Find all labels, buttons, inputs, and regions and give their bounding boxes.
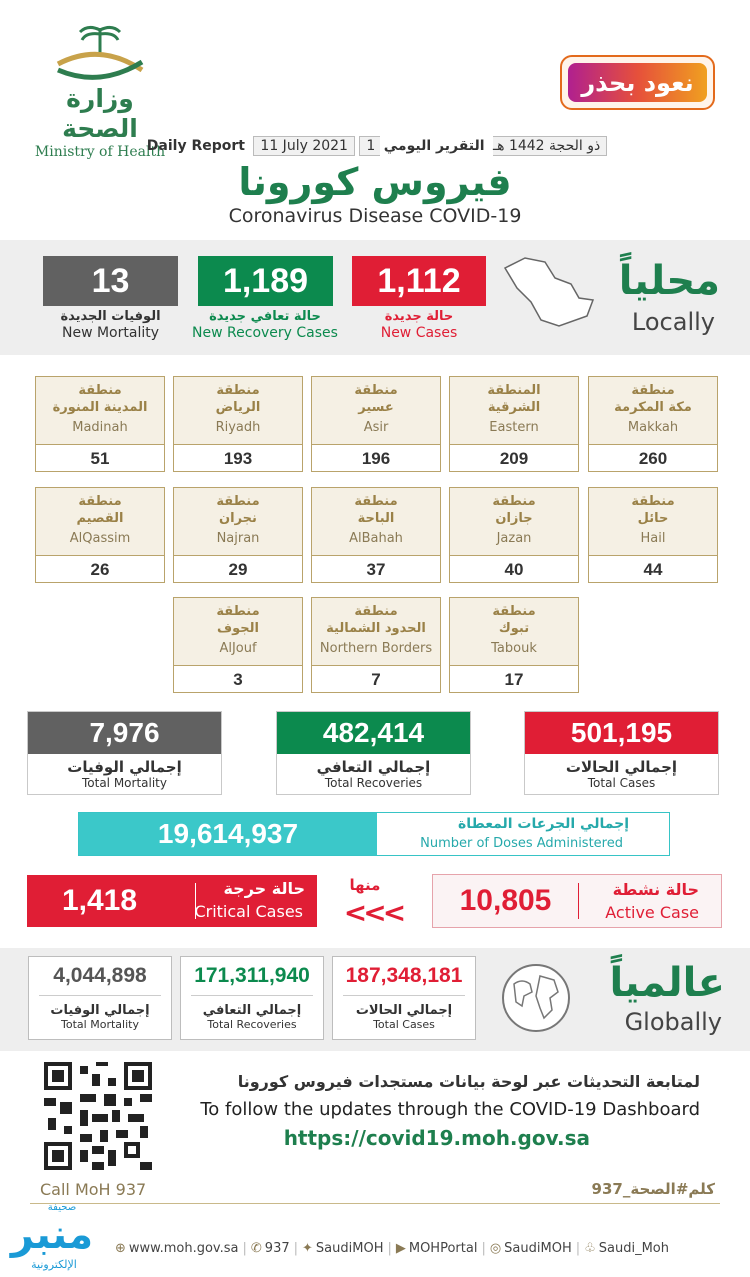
social-divider: | bbox=[575, 1241, 581, 1256]
region-card bbox=[449, 376, 579, 472]
campaign-badge bbox=[560, 55, 715, 110]
moh-logo bbox=[30, 22, 170, 160]
region-prefix-ar: المنطقة bbox=[487, 383, 541, 398]
region-prefix-ar: منطقة bbox=[631, 494, 675, 509]
social-link-text: MOHPortal bbox=[408, 1241, 478, 1256]
social-divider: | bbox=[242, 1241, 247, 1256]
global-recoveries-label-en: Total Recoveries bbox=[207, 1018, 297, 1031]
new-cases-label-ar: حالة جديدة bbox=[384, 309, 454, 324]
region-header bbox=[589, 377, 717, 445]
qr-code-icon[interactable] bbox=[44, 1062, 152, 1170]
region-header bbox=[36, 377, 164, 445]
social-divider: | bbox=[387, 1241, 392, 1256]
total-cases-label-ar: إجمالي الحالات bbox=[565, 758, 678, 776]
region-name-en: Riyadh bbox=[215, 420, 261, 435]
global-cases-card bbox=[332, 956, 476, 1040]
region-name-en: AlBahah bbox=[349, 531, 403, 546]
region-cases-value: 3 bbox=[233, 670, 243, 689]
social-link-text: www.moh.gov.sa bbox=[128, 1241, 239, 1256]
region-card bbox=[35, 487, 165, 583]
active-cases-label-en: Active Case bbox=[605, 903, 699, 922]
watermark-line3: الإلكترونية bbox=[31, 1258, 77, 1271]
region-header bbox=[174, 488, 302, 556]
global-title-ar: عالمياً bbox=[609, 960, 725, 1006]
report-label-en: Daily Report bbox=[146, 138, 245, 154]
new-mortality-label-en: New Mortality bbox=[61, 325, 159, 341]
social-divider: | bbox=[293, 1241, 299, 1256]
active-divider bbox=[578, 883, 579, 919]
region-name-en: Makkah bbox=[627, 420, 679, 435]
page-title-en: Coronavirus Disease COVID-19 bbox=[228, 205, 522, 227]
region-header bbox=[312, 598, 440, 666]
region-prefix-ar: منطقة bbox=[216, 383, 260, 398]
region-cases-value: 7 bbox=[371, 670, 381, 689]
card-divider bbox=[343, 995, 465, 996]
region-name-ar: الجوف bbox=[217, 621, 259, 636]
total-cases-card bbox=[524, 711, 719, 795]
global-recoveries-value: 171,311,940 bbox=[194, 964, 310, 987]
saudi-map-icon bbox=[497, 250, 597, 330]
palm-swords-emblem-icon bbox=[40, 22, 160, 84]
new-mortality-label-ar: الوفيات الجديدة bbox=[60, 309, 161, 324]
region-header bbox=[450, 598, 578, 666]
global-cases-value: 187,348,181 bbox=[345, 964, 463, 987]
social-link[interactable] bbox=[584, 1241, 669, 1256]
global-cases-label-en: Total Cases bbox=[373, 1018, 435, 1031]
region-prefix-ar: منطقة bbox=[78, 494, 122, 509]
region-cases-value: 26 bbox=[90, 560, 110, 579]
critical-cases-label-ar: حالة حرجة bbox=[223, 879, 305, 898]
region-cases-value: 51 bbox=[90, 449, 110, 468]
region-cases-value: 209 bbox=[499, 449, 529, 468]
region-name-ar: الرياض bbox=[215, 400, 261, 415]
social-link[interactable] bbox=[396, 1241, 478, 1256]
active-cases-card bbox=[432, 874, 722, 928]
total-recoveries-label-en: Total Recoveries bbox=[324, 776, 423, 790]
region-card bbox=[588, 487, 718, 583]
region-card bbox=[449, 597, 579, 693]
watermark-line2: منبر bbox=[10, 1212, 94, 1258]
region-header bbox=[312, 377, 440, 445]
region-header bbox=[36, 488, 164, 556]
region-header bbox=[174, 377, 302, 445]
total-mortality-label-ar: إجمالي الوفيات bbox=[67, 758, 182, 776]
hijri-date: 1 ذو الحجة 1442 هـ bbox=[359, 136, 607, 156]
region-card bbox=[311, 597, 441, 693]
total-recoveries-label-ar: إجمالي التعافي bbox=[316, 758, 431, 776]
region-name-en: Asir bbox=[363, 420, 389, 435]
total-mortality-value: 7,976 bbox=[28, 712, 221, 754]
social-link-text: Saudi_Moh bbox=[598, 1241, 669, 1256]
card-divider bbox=[39, 995, 161, 996]
region-cases-value: 37 bbox=[366, 560, 386, 579]
critical-cases-value: 1,418 bbox=[61, 884, 138, 917]
manbar-watermark-logo bbox=[4, 1196, 114, 1276]
campaign-text: نعود بحذر bbox=[568, 63, 707, 102]
card-divider bbox=[191, 995, 313, 996]
social-link[interactable] bbox=[251, 1241, 290, 1256]
phone-icon: ✆ bbox=[250, 1241, 262, 1256]
region-cases-value: 260 bbox=[638, 449, 668, 468]
region-card bbox=[449, 487, 579, 583]
global-recoveries-label-ar: إجمالي التعافي bbox=[202, 1003, 302, 1018]
globe-icon: ⊕ bbox=[115, 1241, 126, 1256]
region-prefix-ar: منطقة bbox=[78, 383, 122, 398]
global-mortality-card bbox=[28, 956, 172, 1040]
new-cases-label-en: New Cases bbox=[380, 325, 458, 341]
region-prefix-ar: منطقة bbox=[354, 383, 398, 398]
youtube-icon: ▶ bbox=[395, 1241, 406, 1256]
dashboard-text-en: To follow the updates through the COVID-19 Dashboard bbox=[200, 1099, 700, 1120]
region-name-ar: نجران bbox=[219, 511, 257, 526]
region-name-ar: مكة المكرمة bbox=[614, 400, 692, 415]
globe-icon bbox=[500, 962, 572, 1034]
total-recoveries-card bbox=[276, 711, 471, 795]
region-name-ar: الباحة bbox=[357, 511, 395, 526]
region-name-en: Tabouk bbox=[491, 641, 537, 656]
region-card bbox=[35, 376, 165, 472]
of-which-label: منها bbox=[349, 876, 381, 894]
region-prefix-ar: منطقة bbox=[492, 494, 536, 509]
global-mortality-label-en: Total Mortality bbox=[61, 1018, 139, 1031]
region-header bbox=[450, 488, 578, 556]
region-cases-value: 29 bbox=[228, 560, 248, 579]
region-name-en: Eastern bbox=[489, 420, 539, 435]
call-moh-text: Call MoH 937 bbox=[40, 1180, 147, 1199]
new-cases-value: 1,112 bbox=[352, 256, 486, 306]
region-cases-value: 196 bbox=[361, 449, 391, 468]
instagram-icon: ◎ bbox=[489, 1241, 502, 1256]
watermark-line1: صحيفة bbox=[47, 1202, 77, 1213]
global-cases-label-ar: إجمالي الحالات bbox=[355, 1003, 453, 1018]
dashboard-text-ar: لمتابعة التحديثات عبر لوحة بيانات مستجدات فيروس كورونا bbox=[237, 1072, 700, 1091]
social-links-bar bbox=[115, 1241, 725, 1256]
region-name-en: Najran bbox=[216, 531, 260, 546]
region-name-ar: الشرقية bbox=[487, 400, 541, 415]
critical-cases-label-en: Critical Cases bbox=[194, 902, 303, 921]
hashtag-text: كلم#الصحة_937 bbox=[591, 1180, 715, 1198]
total-cases-label-en: Total Cases bbox=[587, 776, 656, 790]
new-recovery-label-ar: حالة تعافي جديدة bbox=[209, 309, 321, 324]
report-label-ar: التقرير اليومي bbox=[383, 138, 485, 154]
doses-label-en: Number of Doses Administered bbox=[420, 836, 623, 851]
region-prefix-ar: منطقة bbox=[216, 494, 260, 509]
region-name-ar: جازان bbox=[495, 511, 533, 526]
region-name-en: Madinah bbox=[72, 420, 128, 435]
critical-cases-card bbox=[27, 875, 317, 927]
region-name-en: Hail bbox=[640, 531, 666, 546]
new-recovery-label-en: New Recovery Cases bbox=[192, 325, 338, 341]
region-prefix-ar: منطقة bbox=[354, 494, 398, 509]
region-name-ar: حائل bbox=[637, 511, 669, 526]
global-recoveries-card bbox=[180, 956, 324, 1040]
region-header bbox=[450, 377, 578, 445]
gregorian-date: 11 July 2021 bbox=[253, 136, 355, 156]
doses-card bbox=[78, 812, 670, 856]
region-header bbox=[312, 488, 440, 556]
region-card bbox=[311, 487, 441, 583]
region-name-en: AlJouf bbox=[219, 641, 257, 656]
region-name-en: Northern Borders bbox=[319, 641, 433, 656]
region-header bbox=[174, 598, 302, 666]
region-name-ar: القصيم bbox=[76, 511, 124, 526]
global-title-en: Globally bbox=[624, 1008, 722, 1036]
active-cases-value: 10,805 bbox=[459, 884, 552, 917]
snapchat-icon: ♧ bbox=[584, 1241, 596, 1256]
region-name-ar: تبوك bbox=[498, 621, 530, 636]
region-name-en: AlQassim bbox=[69, 531, 131, 546]
region-prefix-ar: منطقة bbox=[492, 604, 536, 619]
report-date-line bbox=[0, 138, 750, 154]
ministry-name-ar: وزارة الصحة bbox=[62, 84, 138, 143]
social-link-text: SaudiMOH bbox=[315, 1241, 384, 1256]
region-prefix-ar: منطقة bbox=[631, 383, 675, 398]
region-card bbox=[173, 487, 303, 583]
region-prefix-ar: منطقة bbox=[354, 604, 398, 619]
region-card bbox=[311, 376, 441, 472]
social-link-text: 937 bbox=[264, 1241, 290, 1256]
region-prefix-ar: منطقة bbox=[216, 604, 260, 619]
new-mortality-value: 13 bbox=[43, 256, 178, 306]
total-mortality-card bbox=[27, 711, 222, 795]
local-title-ar: محلياً bbox=[618, 258, 720, 304]
region-name-ar: عسير bbox=[358, 400, 394, 415]
region-card bbox=[588, 376, 718, 472]
total-cases-value: 501,195 bbox=[525, 712, 718, 754]
global-mortality-label-ar: إجمالي الوفيات bbox=[50, 1003, 150, 1018]
new-recovery-value: 1,189 bbox=[198, 256, 333, 306]
region-name-ar: المدينة المنورة bbox=[52, 400, 148, 415]
social-link[interactable] bbox=[115, 1241, 239, 1256]
footer-divider bbox=[30, 1203, 720, 1204]
doses-label-ar: إجمالي الجرعات المعطاة bbox=[458, 816, 629, 832]
region-cases-value: 193 bbox=[223, 449, 253, 468]
active-cases-label-ar: حالة نشطة bbox=[612, 880, 699, 899]
global-mortality-value: 4,044,898 bbox=[53, 964, 147, 987]
region-card bbox=[173, 376, 303, 472]
local-title-en: Locally bbox=[631, 308, 715, 336]
region-name-en: Jazan bbox=[496, 531, 532, 546]
dashboard-link[interactable]: https://covid19.moh.gov.sa bbox=[283, 1126, 590, 1150]
arrows-left-icon: <<< bbox=[343, 896, 403, 929]
region-card bbox=[173, 597, 303, 693]
region-cases-value: 44 bbox=[643, 560, 663, 579]
region-cases-value: 40 bbox=[504, 560, 524, 579]
page-title-ar: فيروس كورونا bbox=[238, 160, 512, 204]
twitter-icon: ✦ bbox=[302, 1241, 313, 1256]
total-mortality-label-en: Total Mortality bbox=[81, 776, 167, 790]
social-link-text: SaudiMOH bbox=[504, 1241, 572, 1256]
doses-value: 19,614,937 bbox=[79, 813, 377, 855]
region-header bbox=[589, 488, 717, 556]
region-cases-value: 17 bbox=[504, 670, 524, 689]
region-name-ar: الحدود الشمالية bbox=[326, 621, 426, 636]
total-recoveries-value: 482,414 bbox=[277, 712, 470, 754]
ministry-name-en: Ministry of Health bbox=[34, 144, 166, 160]
social-link[interactable] bbox=[302, 1241, 383, 1256]
social-link[interactable] bbox=[490, 1241, 572, 1256]
social-divider: | bbox=[481, 1241, 486, 1256]
